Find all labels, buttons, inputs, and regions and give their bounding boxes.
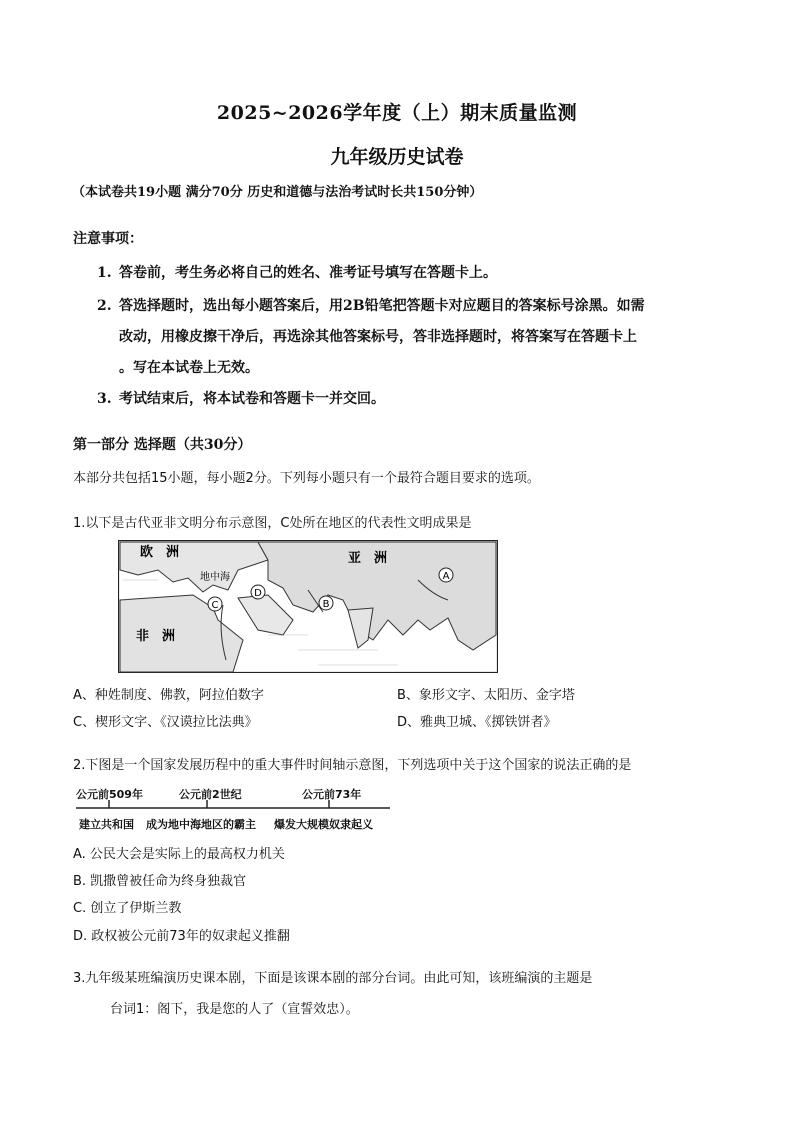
question-stem: 1.以下是古代亚非文明分布示意图，C处所在地区的代表性文明成果是 [73, 516, 472, 531]
notice-item-number: 3. [97, 391, 112, 407]
exam-info: （本试卷共19小题 满分70分 历史和道德与法治考试时长共150分钟） [72, 185, 483, 200]
dialogue-line: 台词1：阁下，我是您的人了（宣誓效忠）。 [110, 1002, 359, 1017]
map-marker-d: D [254, 588, 262, 599]
question-stem: 3.九年级某班编演历史课本剧，下面是该课本剧的部分台词。由此可知，该班编演的主题是 [73, 971, 593, 986]
option-c: C、楔形文字、《汉谟拉比法典》 [73, 715, 258, 730]
timeline-date: 公元前509年 [76, 788, 143, 801]
exam-subtitle: 九年级历史试卷 [330, 146, 464, 168]
map-marker-c: C [211, 600, 219, 611]
map-figure [118, 540, 498, 673]
notice-item-text: 答选择题时，选出每小题答案后，用2B铅笔把答题卡对应题目的答案标号涂黑。如需 [119, 298, 645, 314]
timeline-event: 建立共和国 [79, 818, 134, 831]
ancient-civilization-map [118, 540, 498, 673]
option-c: C. 创立了伊斯兰教 [73, 901, 182, 916]
question-stem: 2.下图是一个国家发展历程中的重大事件时间轴示意图，下列选项中关于这个国家的说法正确的是 [73, 758, 632, 773]
notice-heading: 注意事项： [73, 231, 143, 247]
option-a: A. 公民大会是实际上的最高权力机关 [73, 847, 285, 862]
option-d: D. 政权被公元前73年的奴隶起义推翻 [73, 929, 290, 944]
option-b: B. 凯撒曾被任命为终身独裁官 [73, 874, 247, 889]
notice-item [97, 262, 497, 282]
timeline-event: 爆发大规模奴隶起义 [274, 818, 373, 831]
notice-item-text: 答卷前，考生务必将自己的姓名、准考证号填写在答题卡上。 [119, 265, 497, 281]
section-intro: 本部分共包括15小题，每小题2分。下列每小题只有一个最符合题目要求的选项。 [73, 471, 540, 486]
map-label-africa: 非 洲 [136, 629, 176, 644]
map-label-europe: 欧 洲 [140, 545, 180, 560]
timeline-event: 成为地中海地区的霸主 [146, 818, 256, 831]
timeline-figure [74, 786, 394, 836]
map-label-asia: 亚 洲 [348, 551, 388, 566]
notice-item-number: 2. [97, 298, 112, 314]
option-d: D、雅典卫城、《掷铁饼者》 [397, 715, 557, 730]
notice-item-number: 1. [97, 265, 112, 281]
map-marker-b: B [322, 599, 330, 610]
option-a: A、种姓制度、佛教，阿拉伯数字 [73, 688, 264, 703]
notice-item-text: 考试结束后，将本试卷和答题卡一并交回。 [119, 391, 385, 407]
notice-item [97, 388, 385, 408]
notice-item [97, 295, 645, 315]
option-b: B、象形文字、太阳历、金字塔 [397, 688, 575, 703]
timeline-date: 公元前2世纪 [179, 788, 242, 801]
map-label-mediterranean: 地中海 [200, 572, 230, 583]
notice-item-text: 。写在本试卷上无效。 [119, 360, 259, 376]
section-heading: 第一部分 选择题（共30分） [73, 437, 252, 453]
timeline-date: 公元前73年 [302, 788, 362, 801]
notice-item-text: 改动，用橡皮擦干净后，再选涂其他答案标号，答非选择题时，将答案写在答题卡上 [119, 329, 637, 345]
map-marker-a: A [442, 571, 450, 582]
exam-title: 2025~2026学年度（上）期末质量监测 [216, 102, 578, 124]
